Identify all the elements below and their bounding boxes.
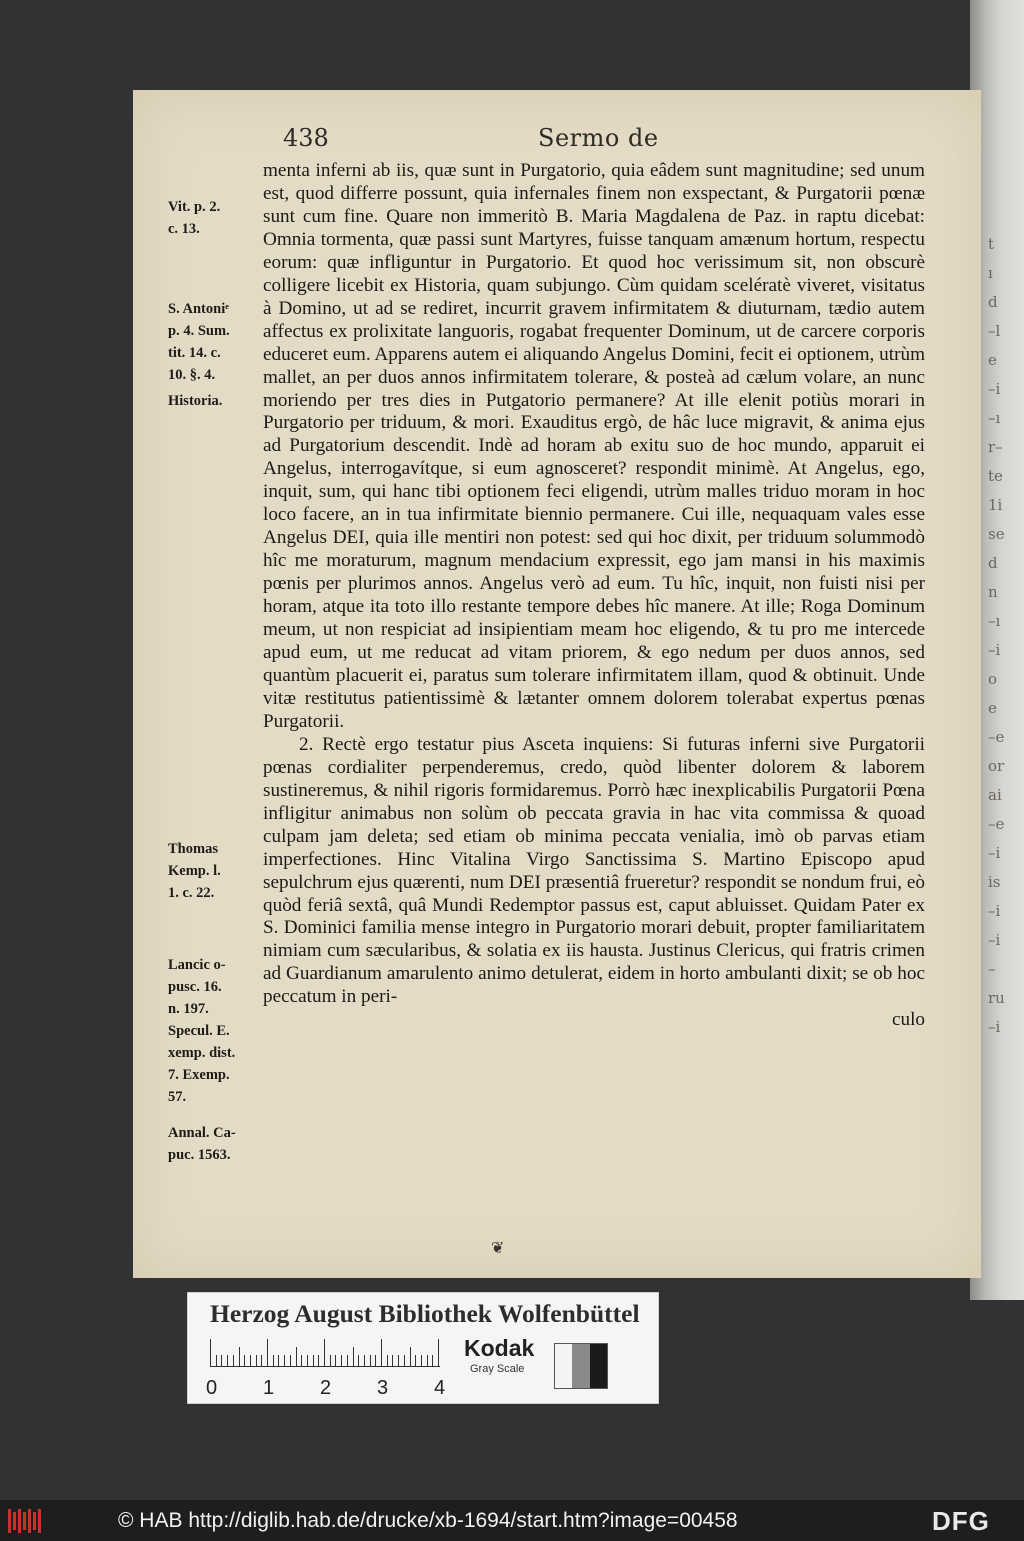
ruler-tick xyxy=(233,1355,234,1367)
logo-bar xyxy=(13,1512,16,1530)
ruler-tick xyxy=(278,1355,279,1367)
margin-note: Annal. Ca- puc. 1563. xyxy=(168,1125,236,1163)
ruler-tick xyxy=(296,1347,297,1367)
ruler-label: 4 xyxy=(434,1377,446,1399)
margin-note: Lancic o- pusc. 16. n. 197. Specul. E. xemp. dist. 7. Exemp. 57. xyxy=(168,957,236,1105)
hab-logo-icon xyxy=(8,1509,44,1533)
ruler-tick xyxy=(250,1355,251,1367)
logo-bar xyxy=(23,1512,26,1530)
ruler-tick xyxy=(410,1347,411,1367)
ruler-tick xyxy=(284,1355,285,1367)
running-head: Sermo de xyxy=(538,124,659,152)
ruler-tick xyxy=(398,1355,399,1367)
ruler-tick xyxy=(335,1355,336,1367)
ruler-tick xyxy=(381,1339,382,1367)
ruler-tick xyxy=(415,1355,416,1367)
page-header xyxy=(283,124,783,158)
dfg-logo: DFG xyxy=(932,1506,990,1536)
gray-patch xyxy=(590,1344,607,1388)
ruler-tick xyxy=(370,1355,371,1367)
gray-scale-label: Gray Scale xyxy=(470,1363,525,1375)
margin-note: S. Antoniᵉ p. 4. Sum. tit. 14. c. 10. §. 4. xyxy=(168,301,230,383)
paragraph: 2. Rectè ergo testatur pius Asceta inquiens: Si futuras inferni sive Purgatorii pœnas cordialiter perpenderemus, credo, quòd libenter dolorem & laborem sustineremus, & nihil rigoris formidaremus. Porrò hæc inexplicabilis Purgatorii Pœna infligitur animabus non solùm ob peccata gravia in hac vita commissa & quoad culpam jam deleta; sed etiam ob minima peccata venialia, imò ob parvas etiam imperfectiones. Hinc Vitalina Virgo Sanctissima S. Martino Episcopo apud sepulchrum ejus quærenti, num DEI præsentiâ frueretur? respondit se nondum frui, eò quòd feriâ sextâ, quâ Mundi Redemptor passus est, caput abluisset. Quidam Pater ex S. Dominici familia mense integro in Purgatorio morari debuit, propter familiaritatem nimiam cum sæcularibus, & solatia ex iis hausta. Justinus Clericus, qui fratris crimen ad Guardianum amarulento animo detulerat, eidem in horto ambulanti dixit; se ob hoc peccatum in peri- xyxy=(263,733,925,1008)
ruler-tick xyxy=(261,1355,262,1367)
gray-patch xyxy=(572,1344,589,1388)
gray-patch xyxy=(555,1344,572,1388)
ruler-tick xyxy=(347,1355,348,1367)
gray-scale-patches xyxy=(554,1343,608,1389)
ruler-tick xyxy=(216,1355,217,1367)
color-calibration-chart xyxy=(187,1292,659,1404)
ruler-label: 0 xyxy=(206,1377,218,1399)
ruler-tick xyxy=(313,1355,314,1367)
ruler-tick xyxy=(387,1355,388,1367)
paragraph: menta inferni ab iis, quæ sunt in Purgatorio, quia eâdem sunt magnitudine; sed unum est, quod differre possunt, quia infernales finem non exspectant, & Purgatorii pœnæ sunt cum fine. Quare non immeritò B. Maria Magdalena de Paz. in raptu dicebat: Omnia tormenta, quæ passi sunt Martyres, fuisse tanquam amænum hortum, respectu eorum: quæ infliguntur in Purgatorio. Et quod hoc verissimum sit, non obscurè colligere licebit ex Historia, quam subjungo. Cùm quidam scelératè viveret, visitatus à Domino, ut ad se rediret, incurrit gravem infirmitatem & diuturnam, tædio autem affectus ex prolixitate languoris, rogabat frequenter Dominum, ut de carcere corporis educeret eum. Apparens autem ei aliquando Angelus Domini, fecit ei optionem, utrùm mallet, an per duos annos infirmitatem tolerare, & posteà ad cælum volare, an nunc moriendo per tres dies in Putgatorio permanere? At ille elenit potiùs morari in Purgatorio per triduum, & mori. Exauditus ergò, de hâc luce migravit, & anima ejus ad Purgatorium descendit. Indè ad horam ab exitu suo de hoc mundo, apparuit ei Angelus, interrogavítque, si eum agnosceret? respondit minimè. At Angelus, ego, inquit, sum, qui hanc tibi optionem feci eligendi, utrùm malles triduo moram in hoc loco facere, an in tua infirmitate biennio permanere. Cui ille, nequaquam vales esse Angelus DEI, quia ille mentiri non potest: sed qui hoc dixit, per triduum solummodò hîc me moraturum, magnum mendacium expressit, ego jam mansi in his maximis pœnis per plurimos annos. Angelus verò ad eum. Tu hîc, inquit, non fuisti nisi per horam, atque ita toto illo restante tempore debes hîc manere. At ille; Roga Dominum meum, ut non respiciat ad insipientiam meam hoc eligendo, & tu pro me intercede apud eum, ut me reducat ad vitam priorem, & ego nedum per duos annos, sed quantùm placuerit ei, paratus sum tolerare infirmitatem illam, quod & obtinuit. Unde vitæ restitutus patientissimè & lætanter omnem dolorem tolerabat expertus pœnas Purgatorii. xyxy=(263,160,925,732)
ruler-label: 1 xyxy=(263,1377,275,1399)
footer-bar xyxy=(0,1500,1024,1541)
ruler-tick xyxy=(301,1355,302,1367)
logo-bar xyxy=(38,1509,41,1533)
ruler-tick xyxy=(318,1355,319,1367)
ruler-label: 3 xyxy=(377,1377,389,1399)
ruler-tick xyxy=(432,1355,433,1367)
ruler-tick xyxy=(341,1355,342,1367)
ruler-tick xyxy=(427,1355,428,1367)
ruler-tick xyxy=(244,1355,245,1367)
permalink[interactable]: © HAB http://diglib.hab.de/drucke/xb-1694/start.htm?image=00458 xyxy=(118,1509,738,1532)
ruler-tick xyxy=(358,1355,359,1367)
ruler-tick xyxy=(421,1355,422,1367)
ruler-tick xyxy=(227,1355,228,1367)
logo-bar xyxy=(28,1509,31,1533)
kodak-brand: Kodak xyxy=(464,1335,535,1361)
margin-note: Thomas Kemp. l. 1. c. 22. xyxy=(168,841,221,901)
ruler-tick xyxy=(438,1339,439,1367)
logo-bar xyxy=(33,1512,36,1530)
page-number: 438 xyxy=(283,124,329,152)
ruler-tick xyxy=(375,1355,376,1367)
body-text xyxy=(263,160,925,1032)
facing-page-text: t ı d –l e –i –ı r– te 1i se d n –ı –i o e –e or ai –e –i is –i –i – ru –i xyxy=(988,235,1005,1036)
ruler-tick xyxy=(324,1339,325,1367)
ruler-tick xyxy=(307,1355,308,1367)
margin-note: Historia. xyxy=(168,393,223,409)
ruler-tick xyxy=(404,1355,405,1367)
ruler-tick xyxy=(290,1355,291,1367)
ruler-tick xyxy=(364,1355,365,1367)
book-page xyxy=(133,90,981,1278)
ruler-tick xyxy=(330,1355,331,1367)
ruler-tick xyxy=(221,1355,222,1367)
logo-bar xyxy=(18,1509,21,1533)
chart-title: Herzog August Bibliothek Wolfenbüttel xyxy=(210,1299,640,1328)
centimeter-ruler xyxy=(210,1339,440,1367)
ruler-label: 2 xyxy=(320,1377,332,1399)
ruler-tick xyxy=(392,1355,393,1367)
margin-note: Vit. p. 2. c. 13. xyxy=(168,199,221,237)
ruler-tick xyxy=(210,1339,211,1367)
logo-bar xyxy=(8,1509,11,1533)
ruler-tick xyxy=(273,1355,274,1367)
ruler-tick xyxy=(353,1347,354,1367)
printer-ornament: ❦ xyxy=(491,1238,505,1257)
catchword: culo xyxy=(891,1009,925,1031)
ruler-tick xyxy=(267,1339,268,1367)
ruler-tick xyxy=(256,1355,257,1367)
ruler-tick xyxy=(239,1347,240,1367)
